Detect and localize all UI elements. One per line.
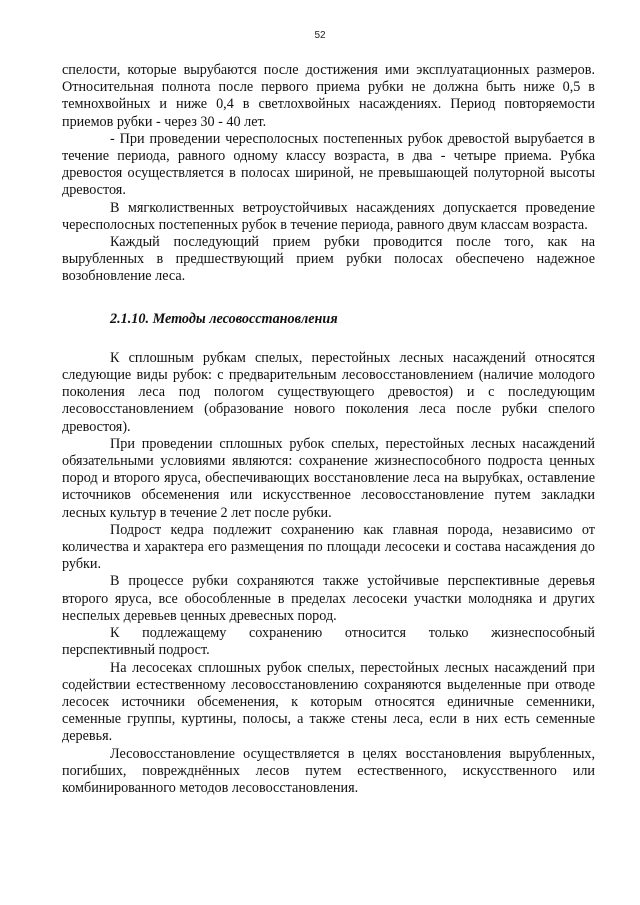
paragraph: - При проведении чересполосных постепенных рубок древостой вырубается в течение периода, равного одному классу возраста, в два - четыре приема. Рубка древостоя осуществляется в полосах шириной, не превышающей полуторной высоты древостоя.	[62, 130, 595, 199]
paragraph: спелости, которые вырубаются после достижения ими эксплуатационных размеров. Относительная полнота после первого приема рубки не должна быть ниже 0,5 в темнохвойных и ниже 0,4 в светлохвойных насаждениях. Период повторяемости приемов рубки - через 30 - 40 лет.	[62, 62, 595, 130]
paragraph: В мягколиственных ветроустойчивых насаждениях допускается проведение чересполосных постепенных рубок в течение периода, равного двум классам возраста.	[62, 199, 595, 233]
paragraph: К сплошным рубкам спелых, перестойных лесных насаждений относятся следующие виды рубок: с предварительным лесовосстановлением (наличие молодого поколения леса под пологом существующего древостоя) и с последующим лесовосстановлением (образование нового поколения леса после рубки спелого древостоя).	[62, 349, 595, 435]
paragraph: На лесосеках сплошных рубок спелых, перестойных лесных насаждений при содействии естественному лесовосстановлению сохраняются выделенные при отводе лесосек источники обсеменения, к которым относятся единичные семенники, семенные группы, куртины, полосы, а также стены леса, если в них есть семенные деревья.	[62, 659, 595, 745]
paragraph: Лесовосстановление осуществляется в целях восстановления вырубленных, погибших, поврежднённых лесов путем естественного, искусственного или комбинированного методов лесовосстановления.	[62, 745, 595, 796]
page-body	[62, 62, 595, 797]
page-number: 52	[314, 30, 326, 41]
section-heading: 2.1.10. Методы лесовосстановления	[110, 310, 338, 327]
paragraph: При проведении сплошных рубок спелых, перестойных лесных насаждений обязательными условиями являются: сохранение жизнеспособного подроста ценных пород и второго яруса, обеспечивающих восстановление леса на вырубках, оставление источников обсеменения или искусственное лесовосстановление путем закладки лесных культур в течение 2 лет после рубки.	[62, 435, 595, 521]
paragraph: К подлежащему сохранению относится только жизнеспособный перспективный подрост.	[62, 625, 595, 659]
paragraph: Каждый последующий прием рубки проводится после того, как на вырубленных в предшествующий прием рубки полосах обеспечено надежное возобновление леса.	[62, 234, 595, 285]
paragraph: Подрост кедра подлежит сохранению как главная порода, независимо от количества и характера его размещения по площади лесосеки и состава насаждения до рубки.	[62, 521, 595, 573]
paragraph: В процессе рубки сохраняются также устойчивые перспективные деревья второго яруса, все обособленные в пределах лесосеки участки молодняка и других неспелых деревьев ценных древесных пород.	[62, 573, 595, 624]
